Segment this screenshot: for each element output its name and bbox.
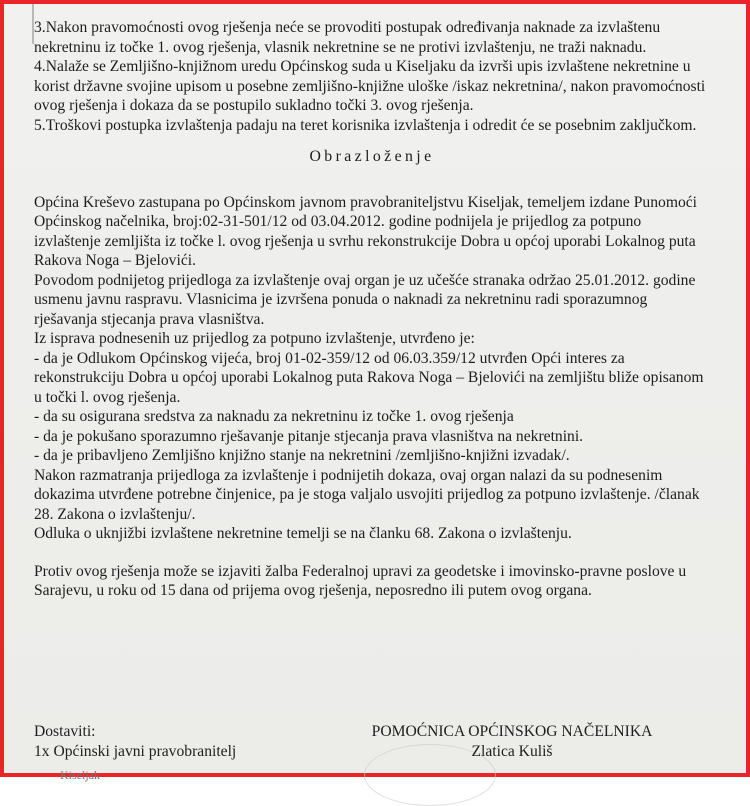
section-heading: Obrazloženje [34,147,710,167]
spacer [34,544,710,562]
body-paragraph-4: Nakon razmatranja prijedloga za izvlaštenje i podnijetih dokaza, ovaj organ nalazi da su podnesenim dokazima utvrđene potrebne činjenice, pa je stoga valjalo usvojiti prijedlog za potpuno izvlaštenje. /članak 28. Zakona o izvlaštenju/. [34,466,710,525]
finding-item-2: - da su osigurana sredstva za naknadu za nekretninu iz točke 1. ovog rješenja [34,407,710,427]
cut-off-text: Kiseljak [60,768,100,783]
body-paragraph-1: Općina Kreševo zastupana po Općinskom javnom pravobraniteljstvu Kiseljak, temeljem izdane Punomoći Općinskog načelnika, broj:02-31-501/12 od 03.04.2012. godine podnijela je prijedlog za potpuno izvlaštenje zemljišta iz točke l. ovog rješenja u svrhu rekonstrukcije Dobra u općoj uporabi Lokalnog puta Rakova Noga – Bjelovići. [34,193,710,271]
deliver-item: 1x Općinski javni pravobranitelj [34,742,236,762]
deliver-label: Dostaviti: [34,722,236,742]
signer-title: POMOĆNICA OPĆINSKOG NAČELNIKA [352,722,672,742]
body-paragraph-5: Odluka o uknjižbi izvlaštene nekretnine temelji se na članku 68. Zakona o izvlaštenju. [34,524,710,544]
signer-name: Zlatica Kuliš [352,742,672,762]
finding-item-4: - da je pribavljeno Zemljišno knjižno stanje na nekretnini /zemljišno-knjižni izvadak/. [34,446,710,466]
finding-item-1: - da je Odlukom Općinskog vijeća, broj 01-02-359/12 od 06.03.359/12 utvrđen Opći interes za rekonstrukciju Dobra u općoj uporabi Lokalnog puta Rakova Noga – Bjelovići na zemljištu bliže opisanom u točki l. ovog rješenja. [34,349,710,408]
document-body [34,18,710,601]
document-footer [34,722,716,782]
paragraph-item-4: 4.Nalaže se Zemljišno-knjižnom uredu Općinskog suda u Kiseljaku da izvrši upis izvlaštene nekretnine u korist državne svojine upisom u posebne zemljišno-knjižne uloške /iskaz nekretnina/, nakon pravomoćnosti ovog rješenja i dokaza da se postupilo sukladno točki 3. ovog rješenja. [34,57,710,116]
finding-item-3: - da je pokušano sporazumno rješavanje pitanje stjecanja prava vlasništva na nekretnini. [34,427,710,447]
appeal-paragraph: Protiv ovog rješenja može se izjaviti žalba Federalnoj upravi za geodetske i imovinsko-pravne poslove u Sarajevu, u roku od 15 dana od prijema ovog rješenja, neposredno ili putem ovog organa. [34,562,710,601]
body-paragraph-2: Povodom podnijetog prijedloga za izvlaštenje ovaj organ je uz učešće stranaka održao 25.01.2012. godine usmenu javnu raspravu. Vlasnicima je izvršena ponuda o naknadi za nekretninu radi sporazumnog rješavanja stjecanja prava vlasništva. [34,271,710,330]
paragraph-item-3: 3.Nakon pravomoćnosti ovog rješenja neće se provoditi postupak određivanja naknade za izvlaštenu nekretninu iz točke 1. ovog rješenja, vlasnik nekretnine se ne protivi izvlaštenju, ne traži naknadu. [34,18,710,57]
paragraph-item-5: 5.Troškovi postupka izvlaštenja padaju na teret korisnika izvlaštenja i odredit će se posebnim zaključkom. [34,116,710,136]
delivery-block [34,722,236,761]
body-paragraph-3: Iz isprava podnesenih uz prijedlog za potpuno izvlaštenje, utvrđeno je: [34,329,710,349]
signature-block [352,722,672,761]
